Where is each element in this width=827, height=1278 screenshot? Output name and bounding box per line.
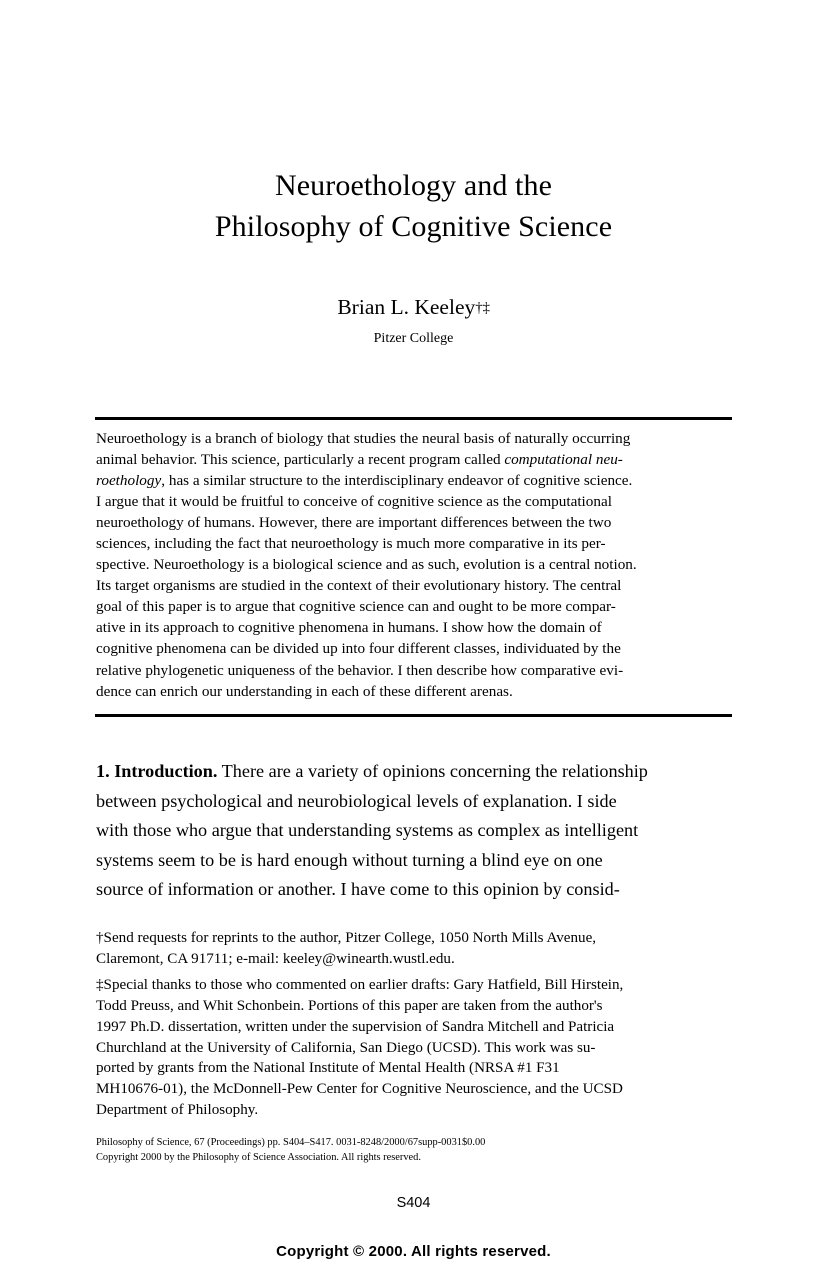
- footnote-dagger: [96, 928, 732, 970]
- title-line-2: Philosophy of Cognitive Science: [214, 210, 613, 243]
- section-heading: 1. Introduction.: [96, 761, 218, 781]
- footnotes: [96, 928, 732, 1121]
- footnote-line: †Send requests for reprints to the author, Pitzer College, 1050 North Mills Avenue,: [96, 930, 597, 946]
- footnote-line: MH10676-01), the McDonnell-Pew Center for Cognitive Neuroscience, and the UCSD: [96, 1081, 623, 1098]
- section-line: systems seem to be is hard enough without turning a blind eye on one: [96, 849, 603, 870]
- bottom-copyright-banner: Copyright © 2000. All rights reserved.: [276, 1243, 551, 1260]
- author-block: [95, 294, 732, 349]
- abstract-line: ative in its approach to cognitive phenomena in humans. I show how the domain of: [96, 619, 602, 637]
- footnote-line: Claremont, CA 91711; e-mail: keeley@winearth.wustl.edu.: [96, 950, 455, 967]
- page-title: [95, 165, 732, 247]
- abstract-line: spective. Neuroethology is a biological science and as such, evolution is a central notion.: [96, 556, 637, 574]
- author-affiliation: Pitzer College: [373, 331, 454, 346]
- footnote-double-dagger: [96, 975, 732, 1121]
- footnote-line: ported by grants from the National Institute of Mental Health (NRSA #1 F31: [96, 1060, 560, 1077]
- footnote-line: Todd Preuss, and Whit Schonbein. Portions of this paper are taken from the author's: [96, 997, 603, 1014]
- abstract-italic-term-cont: roethology: [96, 472, 162, 490]
- abstract-line: goal of this paper is to argue that cognitive science can and ought to be more compar-: [96, 598, 616, 616]
- abstract-line: animal behavior. This science, particularly a recent program called computational neu-: [96, 451, 623, 469]
- footnote-line: Churchland at the University of California, San Diego (UCSD). This work was su-: [96, 1039, 596, 1056]
- abstract-rule-top: [95, 417, 732, 420]
- abstract-rule-bottom: [95, 714, 732, 717]
- imprint-citation: Philosophy of Science, 67 (Proceedings) pp. S404–S417. 0031-8248/2000/67supp-0031$0.00: [96, 1137, 486, 1148]
- footnote-line: Department of Philosophy.: [96, 1102, 259, 1119]
- abstract-line: relative phylogenetic uniqueness of the behavior. I then describe how comparative evi-: [96, 661, 624, 679]
- section-line: with those who argue that understanding systems as complex as intelligent: [96, 820, 639, 840]
- author-name-text: Brian L. Keeley: [337, 295, 476, 319]
- page-number: S404: [396, 1195, 431, 1211]
- author-name: [95, 294, 732, 322]
- abstract-line: roethology, has a similar structure to the interdisciplinary endeavor of cognitive science.: [96, 472, 633, 490]
- abstract-line: sciences, including the fact that neuroethology is much more comparative in its per-: [96, 535, 606, 553]
- section-introduction: [96, 757, 732, 905]
- title-line-1: Neuroethology and the: [274, 169, 553, 202]
- abstract-line: Neuroethology is a branch of biology that studies the neural basis of naturally occurring: [96, 430, 631, 447]
- section-line: between psychological and neurobiological levels of explanation. I side: [96, 790, 617, 811]
- abstract-line: I argue that it would be fruitful to conceive of cognitive science as the computational: [96, 493, 612, 511]
- footnote-line: 1997 Ph.D. dissertation, written under the supervision of Sandra Mitchell and Patricia: [96, 1018, 615, 1035]
- abstract: [96, 428, 732, 702]
- abstract-italic-term: computational neu-: [504, 451, 623, 469]
- section-line: source of information or another. I have come to this opinion by consid-: [96, 879, 620, 899]
- abstract-line: neuroethology of humans. However, there are important differences between the two: [96, 514, 612, 532]
- abstract-line: dence can enrich our understanding in each of these different arenas.: [96, 682, 513, 700]
- abstract-line: Its target organisms are studied in the context of their evolutionary history. The central: [96, 577, 622, 595]
- imprint-copyright: Copyright 2000 by the Philosophy of Science Association. All rights reserved.: [96, 1151, 421, 1163]
- journal-imprint: [96, 1136, 732, 1165]
- abstract-line: cognitive phenomena can be divided up into four different classes, individuated by the: [96, 640, 621, 658]
- footnote-line: ‡Special thanks to those who commented on earlier drafts: Gary Hatfield, Bill Hirstein,: [96, 976, 624, 993]
- author-footnote-markers: †‡: [475, 300, 490, 316]
- section-first-line: 1. Introduction. There are a variety of opinions concerning the relationship: [96, 761, 648, 781]
